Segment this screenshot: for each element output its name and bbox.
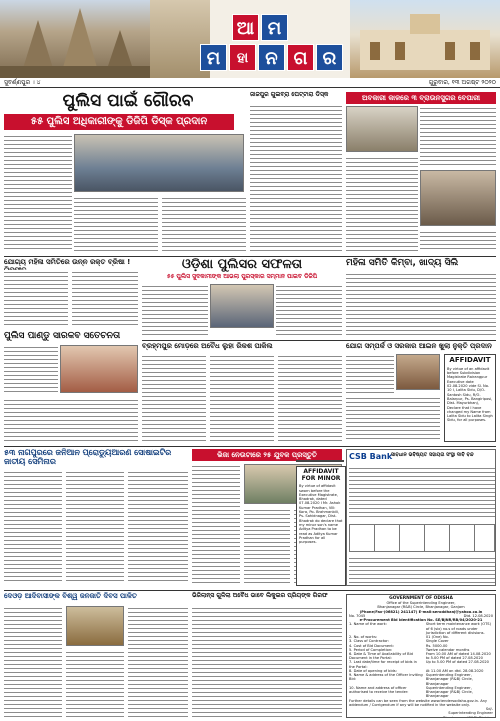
title-tile: ନ [258, 44, 285, 71]
article-body [420, 106, 496, 166]
tender-item: 6. Date & Time of Availability of Bid Document in the Portal: [349, 652, 413, 661]
article-body [4, 134, 72, 252]
article-body [346, 354, 394, 394]
tender-value: Short term maintenance work (OTS) of 6 (six) no.s of roads under Jurisdiction of different divisions. [425, 622, 491, 635]
tender-item: 2. No. of works: [349, 635, 378, 640]
accused-photo [420, 170, 496, 226]
tender-item: 1. Name of the work: [349, 622, 387, 627]
arrest-photo [346, 106, 418, 152]
headline-brown-sugar: ଅବକାରୀ କାଳରେ ୩ ବ୍ରାଉନସୁଗର ବେପାରୀ [346, 92, 496, 104]
govt-title: GOVERNMENT OF ODISHA [389, 596, 453, 601]
dateline [0, 78, 500, 88]
affidavit-minor-title: AFFIDAVIT FOR MINOR [301, 468, 341, 482]
tender-item: 10. Name and address of officer authorised to receive the tender: [349, 685, 409, 695]
tender-item: 9. Name & address of the Officer inviting Bid: [349, 673, 423, 682]
article-body [66, 650, 124, 718]
title-tile: ମ [200, 44, 227, 71]
affidavit-ad [444, 354, 496, 442]
subhead-odisha-police: ୫୫ ପୁଲିସ ସୁଦକାମୀଙ୍କ ଆଭଲା ପୁରସ୍କାର ସମ୍ମାନ ପାଇବ ଡିଜିପି [166, 273, 318, 280]
masthead [0, 0, 500, 78]
headline-arrest: ଯୋଗ୍ୟ ମହିଳା ସମିତିରେ ଉନ୍ନ ରକ୍ତ ବ୍ରିଷା ! [4, 258, 131, 266]
article-body [142, 354, 206, 442]
tender-value: From 10.00 AM of dated 14.08.2020 to 5.00 PM of dated 27.08.2020 [425, 652, 491, 661]
headline-odisha-police: ଓଡ଼ିଶା ପୁଲିସର ସଫଳତା [181, 257, 303, 272]
govt-phone: (Phone/Fax-(06821) 241147) E-mail:seroddhanj@yahoo.co.in [359, 609, 483, 614]
affidavit-for-minor [296, 466, 346, 586]
article-body [250, 104, 342, 252]
tender-value: Superintending Engineer, Bhanjanagar (R&B) Circle, Bhanjanagar [425, 673, 473, 686]
group-photo-officers [74, 134, 244, 192]
award-photo [210, 284, 274, 328]
article-body [276, 284, 342, 336]
title-tile: ଆ [232, 14, 259, 41]
notice-text [349, 466, 495, 520]
article-body [210, 354, 274, 442]
title-tile: ମ [261, 14, 288, 41]
notice-table [349, 524, 495, 552]
article-body [192, 464, 240, 586]
article-body [346, 272, 496, 336]
page-section: ସୁବର୍ଣ୍ଣପୁର । ୪ [4, 79, 41, 86]
affidavit-text: By virtue of an affidavit before Subdivision Magistrate Rairangpur Executive date 02.08.2020 vide Sl. No. 10 I, Lalita Sidu, D/O- Santosh Sidu, R/O- Balarpur, Ps- Bangiriposi, Dist- Mayurbhanj, Declare that I have changed my Name from Lalita Sidu to Lalita Singh Sidu, for all purposes. [447, 366, 493, 423]
article-body [244, 508, 290, 586]
article-body [192, 606, 342, 718]
tender-value: Single Cover [425, 639, 449, 644]
tender-item: 5. Period of Completion: [349, 647, 393, 652]
headline-vigilance: ଭିଜା ନେଉଟାରେ ୨୫ ଯୁବକ ପ୍ରସ୍ତୁତି [192, 449, 342, 461]
govt-sign-3: Bhanjanagar (R&B) Division [443, 715, 493, 718]
govt-sign-2: Superintending Engineer [448, 711, 493, 716]
tender-item: 7. Last date/time for receipt of bids in the Portal: [349, 660, 417, 669]
title-tile: ଗ [287, 44, 314, 71]
headline-col2: ଜାଜପୁର ଗୁଇବ୍ରା ଘେଟ୍ଟାରା ଡିସ୍କ [250, 91, 329, 98]
csb-bank-logo: CSB Bank [349, 452, 393, 461]
govt-office: Office of the Superintending Engineer, [386, 601, 456, 606]
headline-safety: ପୁଲିସ ପାଣ୍ଡୁ ସାରକବ ସତେଚନତା [4, 331, 121, 341]
tender-value: At 11.00 AM on dtd. 28.08.2020 [425, 668, 484, 673]
article-body [420, 230, 496, 252]
govt-circle: Bhanjanagar (R&B) Circle, Bhanjanagar, Ganjam [377, 605, 465, 610]
headline-world-day: ଦେଓଡ଼ ଆଦିବାସୀଙ୍କ ବିଶ୍ୱ ଜନଜାତି ଦିବସ ପାଳିତ [4, 592, 137, 600]
awareness-photo [60, 345, 138, 393]
article-body [142, 284, 208, 336]
article-body [4, 470, 62, 584]
govt-footer: Further details can be seen from the website www.tendersodisha.gov.in. Any addendum / Corrigendum if any will be notified in the website only. [349, 698, 488, 707]
tender-item: 3. Class of Contractor: [349, 639, 390, 644]
title-tile: ର [316, 44, 343, 71]
affidavit-minor-text: By virtue of affidavit sworn before the Executive Magistrate, Bhadrak, dated 07.08.2020 I Mr. Ashok Kumar Pradhan, Vill: Kora, Po- Brahmanbili, Ps- Sahidnagar, Dist- Bhadrak do declare that my minor son's name Aditya Pradhan to be read as Aditya Kumar Pradhan for all purposes. [299, 484, 343, 545]
headline-lower: ଭିଜିଲାନ୍ସ ଗୁଳିଲା ଅବୈଧ ଭାବେ ଲିକୁଇର ପ୍ରିୟଙ୍କ ଗିରଫ [192, 592, 328, 599]
headline-youth: ଯୋଗ ସମ୍ପର୍କ ଓ ସରକାର ଆଇନ ଖୁଲା ନୁକ୍ତି ପ୍ରଦାନ [346, 342, 492, 350]
govt-date: Dtd. 12.08.2020 [463, 613, 493, 618]
divider [142, 340, 496, 341]
subhead-police-disc: ୫୫ ପୁଲିସ ଅଧିକାରୀଙ୍କୁ ଡିଜିପି ଡିସ୍କ ପ୍ରଦାନ [4, 114, 234, 130]
article-body [346, 396, 440, 442]
tender-table [349, 622, 493, 698]
tender-item: 8. Date of opening of bids: [349, 668, 397, 673]
divider [4, 590, 496, 591]
notice-text [349, 556, 495, 584]
building-illustration [350, 0, 500, 78]
affidavit-minor-ad [296, 460, 344, 462]
article-body [346, 156, 418, 252]
article-body [128, 606, 188, 718]
govt-notice: e-Procurement Bid Identification No. SE/BJNR/RB/04/2020-21 [359, 618, 483, 623]
tender-item: 4. Cost of Bid Document: [349, 643, 395, 648]
article-body [278, 354, 342, 442]
tribal-day-photo [66, 606, 124, 646]
govt-no: No. 7045 [349, 613, 366, 618]
tender-value: Up to 5.00 PM of dated 27.08.2020 [425, 660, 489, 665]
article-body [128, 470, 188, 584]
tender-value: Twelve calendar months [425, 647, 470, 652]
headline-women-samiti: ମହିଳା ସମିତି କିମ୍ବା, ଖାଦ୍ୟ ସିଲି [346, 258, 459, 268]
title-tile: ହା [229, 44, 256, 71]
tender-value: 01 (One) No. [425, 635, 449, 640]
tender-notice [346, 594, 496, 718]
publication-date: ଗୁରୁବାର, ୧୩ ଅଗଷ୍ଟ ୨୦୨୦ [428, 79, 496, 86]
article-body [4, 345, 58, 395]
building-photo [350, 0, 500, 78]
temple-photo [0, 0, 150, 78]
headline-brahmapur: ବ୍ରହ୍ମପୁର ମୋଡ଼ରେ ଅବୈଧ ଲୁହା ରିକଶ ପାକିଲ [142, 342, 273, 350]
headline-seminar: ୫୩ ନାଗପୁରରେ ଜନିଆନ ପ୍ରୋଡ୍ୟୁଆରଣ ସୋଷାଇଟିର ଜାତୀୟ ସେମିନାର [4, 448, 172, 466]
headline-police-pride: ପୁଲିସ ପାଇଁ ଗୌରବ [62, 91, 194, 111]
article-body [72, 270, 138, 328]
govt-sign-1: Sd/- [485, 707, 493, 712]
article-body [4, 606, 62, 718]
article-body [74, 196, 158, 252]
divider [4, 446, 496, 447]
tender-value: Rs. 5000.00 [425, 643, 448, 648]
tender-value: Superintending Engineer, Bhanjanagar (R&B) Circle, Bhanjanagar [425, 685, 473, 699]
article-body [4, 398, 138, 442]
bank-notice-head: ସାବଧାନ ଭବିଷ୍ୟତ ସହାୟତା ସଂସ୍ଥା ଦାବି ବନ୍ଦ [391, 452, 474, 458]
article-body [4, 270, 68, 328]
youth-photo [396, 354, 440, 390]
article-body [162, 196, 246, 252]
temple-illustration [0, 0, 150, 78]
affidavit-title: AFFIDAVIT [449, 356, 491, 364]
article-body [66, 470, 124, 584]
bank-notice [346, 449, 496, 586]
